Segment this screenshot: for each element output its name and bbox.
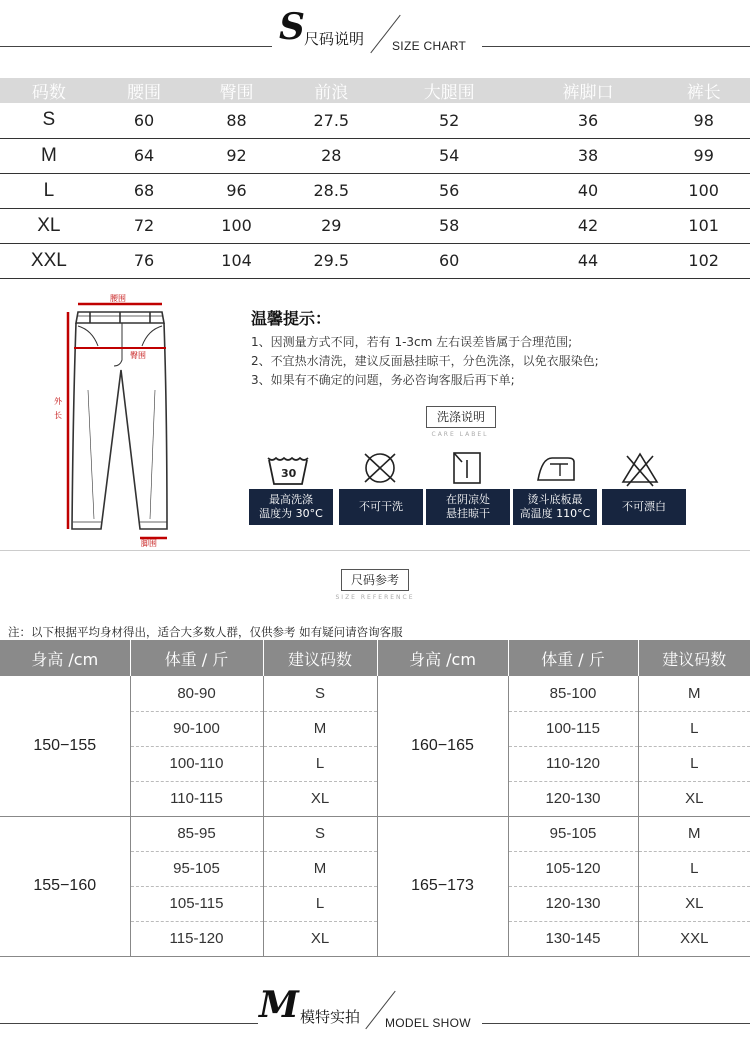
ref-table-cell: 160−165 bbox=[377, 676, 508, 816]
size-table-cell: 100 bbox=[657, 173, 750, 208]
ref-table-cell: 80-90 bbox=[130, 676, 263, 711]
length-label-1: 外 bbox=[54, 397, 62, 406]
waist-label: 腰围 bbox=[110, 294, 126, 303]
size-table-row bbox=[0, 208, 750, 243]
ref-table-cell: 85-100 bbox=[508, 676, 638, 711]
ref-table-cell: XXL bbox=[638, 921, 750, 956]
tip-line: 3、如果有不确定的问题，务必咨询客服后再下单; bbox=[251, 373, 515, 387]
wash-temp-text: 30 bbox=[281, 467, 297, 480]
no-dry-clean-icon bbox=[355, 450, 405, 490]
size-table-cell: 60 bbox=[98, 103, 191, 138]
ref-table-cell: L bbox=[263, 886, 377, 921]
size-chart-header bbox=[0, 0, 750, 60]
ref-table-header-cell: 体重 / 斤 bbox=[130, 640, 263, 676]
size-table-cell: 88 bbox=[190, 103, 283, 138]
size-table-cell: 68 bbox=[98, 173, 191, 208]
ref-table-header-cell: 建议码数 bbox=[638, 640, 750, 676]
size-table-cell: 44 bbox=[519, 243, 658, 278]
size-reference-table bbox=[0, 640, 750, 957]
ref-table-row bbox=[0, 816, 750, 851]
wash-30-icon bbox=[263, 450, 313, 490]
size-table-cell: 38 bbox=[519, 138, 658, 173]
size-table-cell: 104 bbox=[190, 243, 283, 278]
size-table-row bbox=[0, 243, 750, 278]
size-table-header-cell: 裤脚口 bbox=[519, 78, 658, 103]
ref-table-cell: M bbox=[638, 676, 750, 711]
ref-table-cell: 95-105 bbox=[130, 851, 263, 886]
size-table-cell: 54 bbox=[380, 138, 519, 173]
size-table-cell: L bbox=[0, 173, 98, 208]
size-table-cell: 96 bbox=[190, 173, 283, 208]
ref-table-cell: 120-130 bbox=[508, 886, 638, 921]
iron-icon bbox=[530, 450, 580, 490]
length-label-2: 长 bbox=[54, 411, 62, 420]
care-tag-hang-dry: 在阴凉处 悬挂晾干 bbox=[426, 489, 510, 525]
size-table-cell: XXL bbox=[0, 243, 98, 278]
ref-table-cell: 90-100 bbox=[130, 711, 263, 746]
size-table-cell: 99 bbox=[657, 138, 750, 173]
tip-line: 2、不宜热水清洗，建议反面悬挂晾干，分色洗涤，以免衣服染色; bbox=[251, 354, 599, 368]
size-table-cell: 92 bbox=[190, 138, 283, 173]
size-table bbox=[0, 78, 750, 279]
ref-table-header-cell: 体重 / 斤 bbox=[508, 640, 638, 676]
ref-table-cell: 120-130 bbox=[508, 781, 638, 816]
no-bleach-icon bbox=[615, 450, 665, 490]
ref-table-cell: 110-120 bbox=[508, 746, 638, 781]
size-table-cell: 40 bbox=[519, 173, 658, 208]
ref-table-cell: XL bbox=[638, 886, 750, 921]
care-tag-wash: 最高洗涤 温度为 30°C bbox=[249, 489, 333, 525]
size-chart-title-cn: 尺码说明 bbox=[304, 30, 365, 48]
ref-table-cell: 150−155 bbox=[0, 676, 130, 816]
size-table-cell: 56 bbox=[380, 173, 519, 208]
size-table-row bbox=[0, 138, 750, 173]
size-table-cell: 29 bbox=[283, 208, 380, 243]
ref-table-row bbox=[0, 676, 750, 711]
ref-table-cell: L bbox=[638, 711, 750, 746]
hip-label: 臀围 bbox=[130, 351, 146, 360]
size-table-cell: 29.5 bbox=[283, 243, 380, 278]
care-tag-no-bleach: 不可漂白 bbox=[602, 489, 686, 525]
ref-table-cell: 105-120 bbox=[508, 851, 638, 886]
model-show-title-cn: 模特实拍 bbox=[300, 1008, 361, 1026]
size-table-cell: 28 bbox=[283, 138, 380, 173]
size-table-cell: 52 bbox=[380, 103, 519, 138]
model-show-title-en: MODEL SHOW bbox=[385, 1016, 471, 1030]
model-show-header bbox=[0, 980, 750, 1040]
ref-table-cell: M bbox=[263, 851, 377, 886]
ref-table-cell: S bbox=[263, 676, 377, 711]
size-table-cell: 100 bbox=[190, 208, 283, 243]
size-table-cell: S bbox=[0, 103, 98, 138]
size-table-cell: 76 bbox=[98, 243, 191, 278]
pants-diagram bbox=[40, 290, 185, 550]
ref-table-cell: 155−160 bbox=[0, 816, 130, 956]
model-show-letter: M bbox=[259, 984, 299, 1026]
size-table-cell: 64 bbox=[98, 138, 191, 173]
tips-title: 温馨提示： bbox=[251, 309, 332, 328]
size-table-row bbox=[0, 103, 750, 138]
size-chart-letter: S bbox=[279, 6, 305, 48]
care-tag-iron: 烫斗底板最 高温度 110°C bbox=[513, 489, 597, 525]
ref-table-cell: 115-120 bbox=[130, 921, 263, 956]
size-chart-title-en: SIZE CHART bbox=[392, 39, 467, 53]
size-table-header-cell: 腰围 bbox=[98, 78, 191, 103]
size-table-header-cell: 前浪 bbox=[283, 78, 380, 103]
ref-table-header-cell: 身高 /cm bbox=[0, 640, 130, 676]
ref-table-cell: XL bbox=[638, 781, 750, 816]
size-table-cell: 72 bbox=[98, 208, 191, 243]
size-table-cell: 28.5 bbox=[283, 173, 380, 208]
size-table-cell: 42 bbox=[519, 208, 658, 243]
size-table-header-cell: 大腿围 bbox=[380, 78, 519, 103]
shade-hang-dry-icon bbox=[442, 450, 492, 490]
size-table-cell: 27.5 bbox=[283, 103, 380, 138]
ref-table-header-cell: 建议码数 bbox=[263, 640, 377, 676]
size-table-header-cell: 裤长 bbox=[657, 78, 750, 103]
size-table-cell: M bbox=[0, 138, 98, 173]
size-table-cell: 102 bbox=[657, 243, 750, 278]
tips-list bbox=[251, 333, 731, 390]
ref-table-cell: XL bbox=[263, 921, 377, 956]
ref-table-header-cell: 身高 /cm bbox=[377, 640, 508, 676]
care-tag-no-dry-clean: 不可干洗 bbox=[339, 489, 423, 525]
size-table-cell: 101 bbox=[657, 208, 750, 243]
size-table-cell: 58 bbox=[380, 208, 519, 243]
size-table-cell: 60 bbox=[380, 243, 519, 278]
size-table-header-cell: 臀围 bbox=[190, 78, 283, 103]
reference-note: 注：以下根据平均身材得出，适合大多数人群，仅供参考 如有疑问请咨询客服 bbox=[8, 625, 403, 639]
size-reference-sub: SIZE REFERENCE bbox=[335, 594, 415, 601]
care-label-sub: CARE LABEL bbox=[431, 431, 489, 438]
ref-table-cell: 165−173 bbox=[377, 816, 508, 956]
ref-table-cell: 110-115 bbox=[130, 781, 263, 816]
ref-table-cell: M bbox=[263, 711, 377, 746]
size-reference-title: 尺码参考 bbox=[341, 569, 409, 591]
ref-table-cell: 130-145 bbox=[508, 921, 638, 956]
ref-table-cell: 95-105 bbox=[508, 816, 638, 851]
hem-label: 脚围 bbox=[141, 539, 157, 548]
ref-table-cell: L bbox=[638, 851, 750, 886]
size-table-cell: 98 bbox=[657, 103, 750, 138]
size-table-header-cell: 码数 bbox=[0, 78, 98, 103]
ref-table-cell: XL bbox=[263, 781, 377, 816]
ref-table-cell: M bbox=[638, 816, 750, 851]
ref-table-cell: 100-110 bbox=[130, 746, 263, 781]
tip-line: 1、因测量方式不同，若有 1-3cm 左右误差皆属于合理范围; bbox=[251, 335, 573, 349]
size-table-row bbox=[0, 173, 750, 208]
ref-table-cell: 85-95 bbox=[130, 816, 263, 851]
ref-table-cell: S bbox=[263, 816, 377, 851]
size-table-cell: XL bbox=[0, 208, 98, 243]
care-label-title: 洗涤说明 bbox=[426, 406, 496, 428]
ref-table-cell: L bbox=[638, 746, 750, 781]
size-table-cell: 36 bbox=[519, 103, 658, 138]
ref-table-cell: 100-115 bbox=[508, 711, 638, 746]
ref-table-cell: L bbox=[263, 746, 377, 781]
ref-table-cell: 105-115 bbox=[130, 886, 263, 921]
